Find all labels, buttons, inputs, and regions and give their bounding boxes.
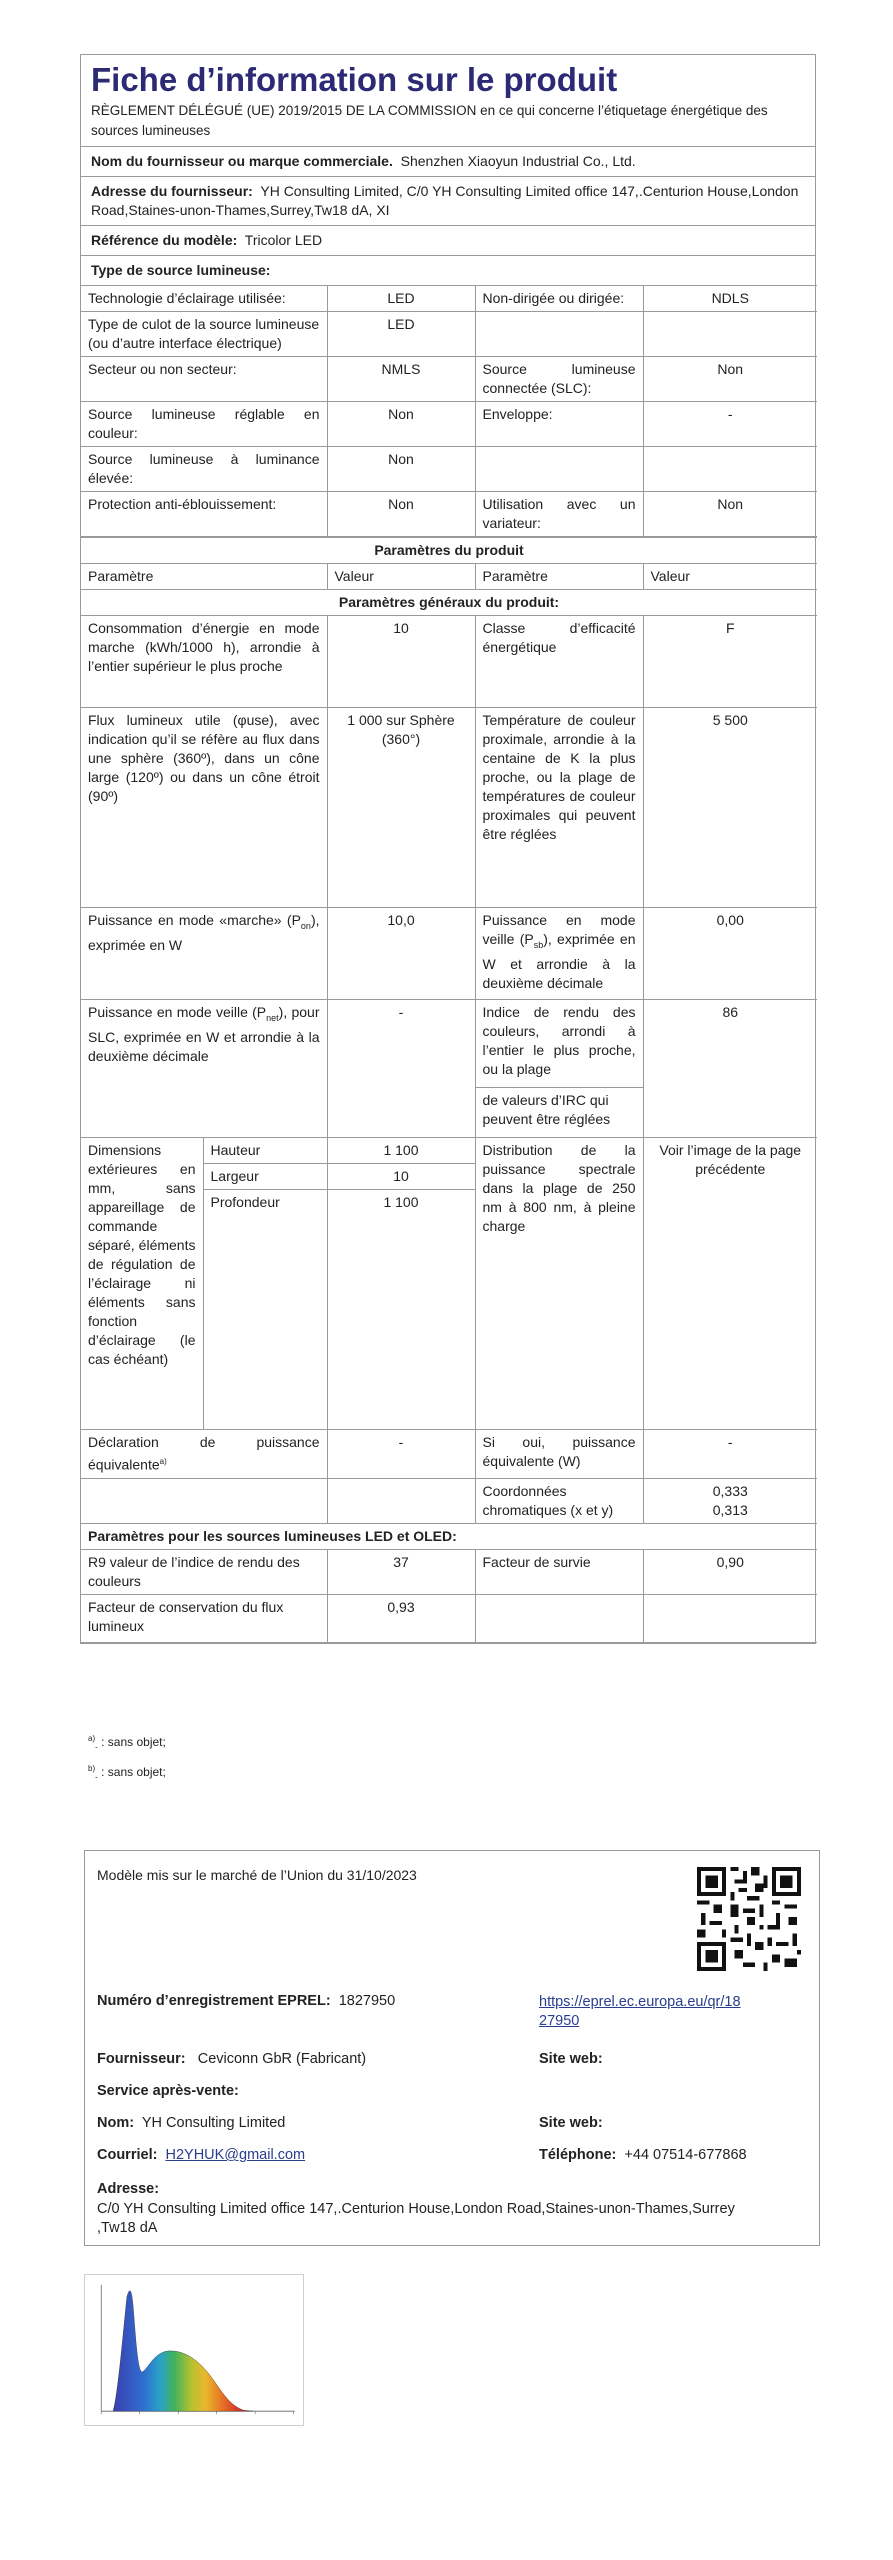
standby-power-label	[475, 908, 643, 1000]
table-row	[81, 1478, 817, 1523]
table-row	[81, 357, 817, 402]
mains-label: Secteur ou non secteur:	[81, 357, 327, 402]
column-header-parameter: Paramètre	[475, 564, 643, 590]
envelope-value: -	[643, 402, 817, 447]
lumen-maintenance-label: Facteur de conservation du flux lumineux	[81, 1594, 327, 1642]
eprel-supplier-label: Fournisseur:	[97, 2051, 186, 2067]
colour-tunable-label: Source lumineuse réglable en couleur:	[81, 402, 327, 447]
address-line2: ,Tw18 dA	[97, 2220, 158, 2236]
empty-cell	[643, 1088, 817, 1138]
footnote-dash: -	[95, 1772, 98, 1782]
phone-row	[539, 2147, 747, 2163]
table-row	[81, 1138, 817, 1164]
empty-cell	[327, 1088, 475, 1138]
footnote-marker: b)	[88, 1764, 96, 1774]
anti-glare-label: Protection anti-éblouissement:	[81, 492, 327, 537]
networked-standby-value: -	[327, 1000, 475, 1088]
supplier-address-value: YH Consulting Limited, C/0 YH Consulting Limited office 147,.Centurion House,London Road,Staines-unon-Thames,Surrey,Tw18 dA, XI	[91, 183, 799, 218]
column-header-value: Valeur	[327, 564, 475, 590]
market-date: Modèle mis sur le marché de l’Union du 31/10/2023	[97, 1867, 417, 1883]
networked-standby-label	[81, 1000, 327, 1088]
anti-glare-value: Non	[327, 492, 475, 537]
spectral-distribution-value: Voir l’image de la page précédente	[643, 1138, 817, 1430]
cri-value: 86	[643, 1000, 817, 1088]
width-label: Largeur	[203, 1164, 327, 1190]
standby-power-label-text: ), exprimée en W et arrondie à la deuxième décimale	[482, 931, 636, 991]
lumen-maintenance-value: 0,93	[327, 1594, 475, 1642]
equivalent-power-watts-label: Si oui, puissance équivalente (W)	[475, 1430, 643, 1479]
eprel-link-line2[interactable]: 27950	[539, 2013, 580, 2029]
height-label: Hauteur	[203, 1138, 327, 1164]
eprel-link[interactable]	[539, 1993, 741, 2031]
supplier-row	[97, 2051, 366, 2067]
empty-cell	[643, 312, 817, 357]
table-row	[81, 447, 817, 492]
table-row	[81, 492, 817, 537]
table-row	[81, 286, 817, 312]
email-link[interactable]: H2YHUK@gmail.com	[165, 2147, 306, 2163]
depth-value: 1 100	[327, 1190, 475, 1430]
on-mode-power-value: 10,0	[327, 908, 475, 1000]
product-information-sheet	[80, 54, 816, 1644]
table-row	[81, 1523, 817, 1549]
address-value	[97, 2200, 813, 2238]
after-sales-name-label: Nom:	[97, 2115, 135, 2131]
eprel-registration-value: 1827950	[338, 1993, 396, 2009]
model-reference-row	[81, 226, 815, 256]
after-sales-website-label: Site web:	[539, 2115, 603, 2131]
product-parameters-table	[81, 537, 817, 1643]
table-row	[81, 616, 817, 708]
empty-cell	[643, 1594, 817, 1642]
general-parameters-heading: Paramètres généraux du produit:	[81, 590, 817, 616]
survival-factor-value: 0,90	[643, 1549, 817, 1594]
eprel-registration-label: Numéro d’enregistrement EPREL:	[97, 1993, 331, 2009]
page-title: Fiche d’information sur le produit	[91, 61, 618, 98]
column-header-parameter: Paramètre	[81, 564, 327, 590]
tech-value: LED	[327, 286, 475, 312]
supplier-name-label: Nom du fournisseur ou marque commerciale.	[91, 153, 393, 169]
colour-temperature-value: 5 500	[643, 708, 817, 908]
table-row	[81, 1088, 817, 1138]
r9-label: R9 valeur de l’indice de rendu des couleurs	[81, 1549, 327, 1594]
empty-cell	[643, 447, 817, 492]
chromaticity-y: 0,313	[712, 1501, 748, 1518]
on-mode-power-label-text: Puissance en mode «marche» (P	[88, 912, 301, 928]
table-row	[81, 564, 817, 590]
equivalent-power-value: -	[327, 1430, 475, 1479]
table-row	[81, 312, 817, 357]
supplier-name-value: Shenzhen Xiaoyun Industrial Co., Ltd.	[400, 153, 636, 169]
footnote-marker: a)	[88, 1734, 96, 1743]
eprel-registration	[97, 1993, 395, 2009]
equivalent-power-label-text: Déclaration de puissance équivalente	[88, 1434, 320, 1473]
energy-consumption-value: 10	[327, 616, 475, 708]
dimmer-label: Utilisation avec un variateur:	[475, 492, 643, 537]
depth-label: Profondeur	[203, 1190, 327, 1430]
address-line1: C/0 YH Consulting Limited office 147,.Centurion House,London Road,Staines-unon-Thames,Surrey	[97, 2201, 735, 2217]
footnotes	[88, 1730, 166, 1787]
envelope-label: Enveloppe:	[475, 402, 643, 447]
width-value: 10	[327, 1164, 475, 1190]
empty-cell	[327, 1478, 475, 1523]
mains-value: NMLS	[327, 357, 475, 402]
footnote-b	[88, 1760, 166, 1786]
light-source-type-heading: Type de source lumineuse:	[91, 262, 271, 278]
supplier-address-row	[81, 177, 815, 226]
column-header-value: Valeur	[643, 564, 817, 590]
table-row	[81, 1430, 817, 1479]
address-label: Adresse:	[97, 2181, 160, 2197]
supplier-name-row	[81, 147, 815, 177]
qr-code-icon[interactable]	[697, 1867, 801, 1971]
height-value: 1 100	[327, 1138, 475, 1164]
product-parameters-heading: Paramètres du produit	[81, 538, 817, 564]
colour-temperature-label: Température de couleur proximale, arrondie à la centaine de K la plus proche, ou la plage de températures de couleur proximales qui peuvent être réglées	[475, 708, 643, 908]
table-row	[81, 1549, 817, 1594]
supplier-address-label: Adresse du fournisseur:	[91, 183, 253, 199]
empty-cell	[475, 312, 643, 357]
cap-type-label	[81, 312, 327, 357]
light-source-type-table	[81, 285, 817, 537]
chromaticity-x: 0,333	[712, 1482, 748, 1499]
tech-label: Technologie d’éclairage utilisée:	[81, 286, 327, 312]
footnote-text: : sans objet;	[97, 1735, 166, 1749]
chromaticity-label: Coordonnées chromatiques (x et y)	[475, 1478, 643, 1523]
email-label: Courriel:	[97, 2147, 158, 2163]
energy-class-value: F	[643, 616, 817, 708]
dimmer-value: Non	[643, 492, 817, 537]
networked-standby-label-text: Puissance en mode veille (P	[88, 1004, 267, 1020]
table-row	[81, 402, 817, 447]
cap-type-value: LED	[327, 312, 475, 357]
chromaticity-value	[643, 1478, 817, 1523]
standby-power-subscript: sb	[533, 939, 544, 950]
cri-label: Indice de rendu des couleurs, arrondi à l’entier le plus proche, ou la plage	[475, 1000, 643, 1088]
on-mode-power-label-text: ), exprimée en W	[88, 912, 320, 953]
table-row	[81, 1000, 817, 1088]
empty-cell	[475, 1594, 643, 1642]
after-sales-label: Service après-vente:	[97, 2083, 239, 2099]
on-mode-power-label	[81, 908, 327, 1000]
table-row	[81, 1594, 817, 1642]
luminous-flux-value: 1 000 sur Sphère (360°)	[327, 708, 475, 908]
footnote-marker: a)	[159, 1457, 167, 1466]
energy-class-label: Classe d’efficacité énergétique	[475, 616, 643, 708]
table-row	[81, 538, 817, 564]
directional-label: Non-dirigée ou dirigée:	[475, 286, 643, 312]
equivalent-power-watts-value: -	[643, 1430, 817, 1479]
table-row	[81, 908, 817, 1000]
networked-standby-subscript: net	[266, 1012, 279, 1023]
colour-tunable-value: Non	[327, 402, 475, 447]
eprel-registration-box	[84, 1850, 820, 2246]
model-reference-value: Tricolor LED	[244, 232, 323, 248]
networked-standby-label-text: ), pour SLC, exprimée en W et arrondie à la deuxième décimale	[88, 1004, 320, 1064]
phone-value: +44 07514-677868	[624, 2147, 747, 2163]
eprel-supplier-value: Ceviconn GbR (Fabricant)	[197, 2051, 367, 2067]
phone-label: Téléphone:	[539, 2147, 617, 2163]
directional-value: NDLS	[643, 286, 817, 312]
eprel-link-line1[interactable]: https://eprel.ec.europa.eu/qr/18	[539, 1994, 741, 2010]
standby-power-value: 0,00	[643, 908, 817, 1000]
cap-type-label-line1: Type de culot de la source lumineuse	[88, 316, 320, 332]
connected-label: Source lumineuse connectée (SLC):	[475, 357, 643, 402]
cri-label-continued: de valeurs d’IRC qui peuvent être réglées	[475, 1088, 643, 1138]
after-sales-name	[97, 2115, 285, 2131]
cap-type-label-line2: (ou d’autre interface électrique)	[88, 335, 282, 351]
eprel-website-label: Site web:	[539, 2051, 603, 2067]
energy-consumption-label: Consommation d’énergie en mode marche (kWh/1000 h), arrondie à l’entier supérieur le plus proche	[81, 616, 327, 708]
footnote-dash: -	[95, 1742, 98, 1752]
high-luminance-label: Source lumineuse à luminance élevée:	[81, 447, 327, 492]
empty-cell	[81, 1478, 327, 1523]
survival-factor-label: Facteur de survie	[475, 1549, 643, 1594]
footnote-a	[88, 1730, 166, 1756]
r9-value: 37	[327, 1549, 475, 1594]
table-row	[81, 590, 817, 616]
connected-value: Non	[643, 357, 817, 402]
footnote-text: : sans objet;	[97, 1765, 166, 1780]
standby-power-label-text: Puissance en mode veille (P	[482, 912, 636, 947]
led-oled-heading: Paramètres pour les sources lumineuses LED et OLED:	[81, 1523, 817, 1549]
spectral-distribution-image	[84, 2274, 304, 2426]
luminous-flux-label: Flux lumineux utile (φuse), avec indication qu’il se réfère au flux dans une sphère (360º), dans un cône large (120º) ou dans un cône étroit (90º)	[81, 708, 327, 908]
equivalent-power-label	[81, 1430, 327, 1479]
high-luminance-value: Non	[327, 447, 475, 492]
regulation-subtitle: RÈGLEMENT DÉLÉGUÉ (UE) 2019/2015 DE LA COMMISSION en ce qui concerne l’étiquetage énergétique des sources lumineuses	[81, 101, 815, 147]
spectral-distribution-label: Distribution de la puissance spectrale dans la plage de 250 nm à 800 nm, à pleine charge	[475, 1138, 643, 1430]
model-reference-label: Référence du modèle:	[91, 232, 238, 248]
dimensions-label: Dimensions extérieures en mm, sans appareillage de commande séparé, éléments de régulation de l’éclairage ni éléments sans fonction d’éclairage (le cas échéant)	[81, 1138, 203, 1430]
on-mode-power-subscript: on	[300, 920, 311, 931]
table-row	[81, 708, 817, 908]
email-row	[97, 2147, 305, 2163]
empty-cell	[475, 447, 643, 492]
empty-cell	[81, 1088, 327, 1138]
after-sales-name-value: YH Consulting Limited	[141, 2115, 286, 2131]
